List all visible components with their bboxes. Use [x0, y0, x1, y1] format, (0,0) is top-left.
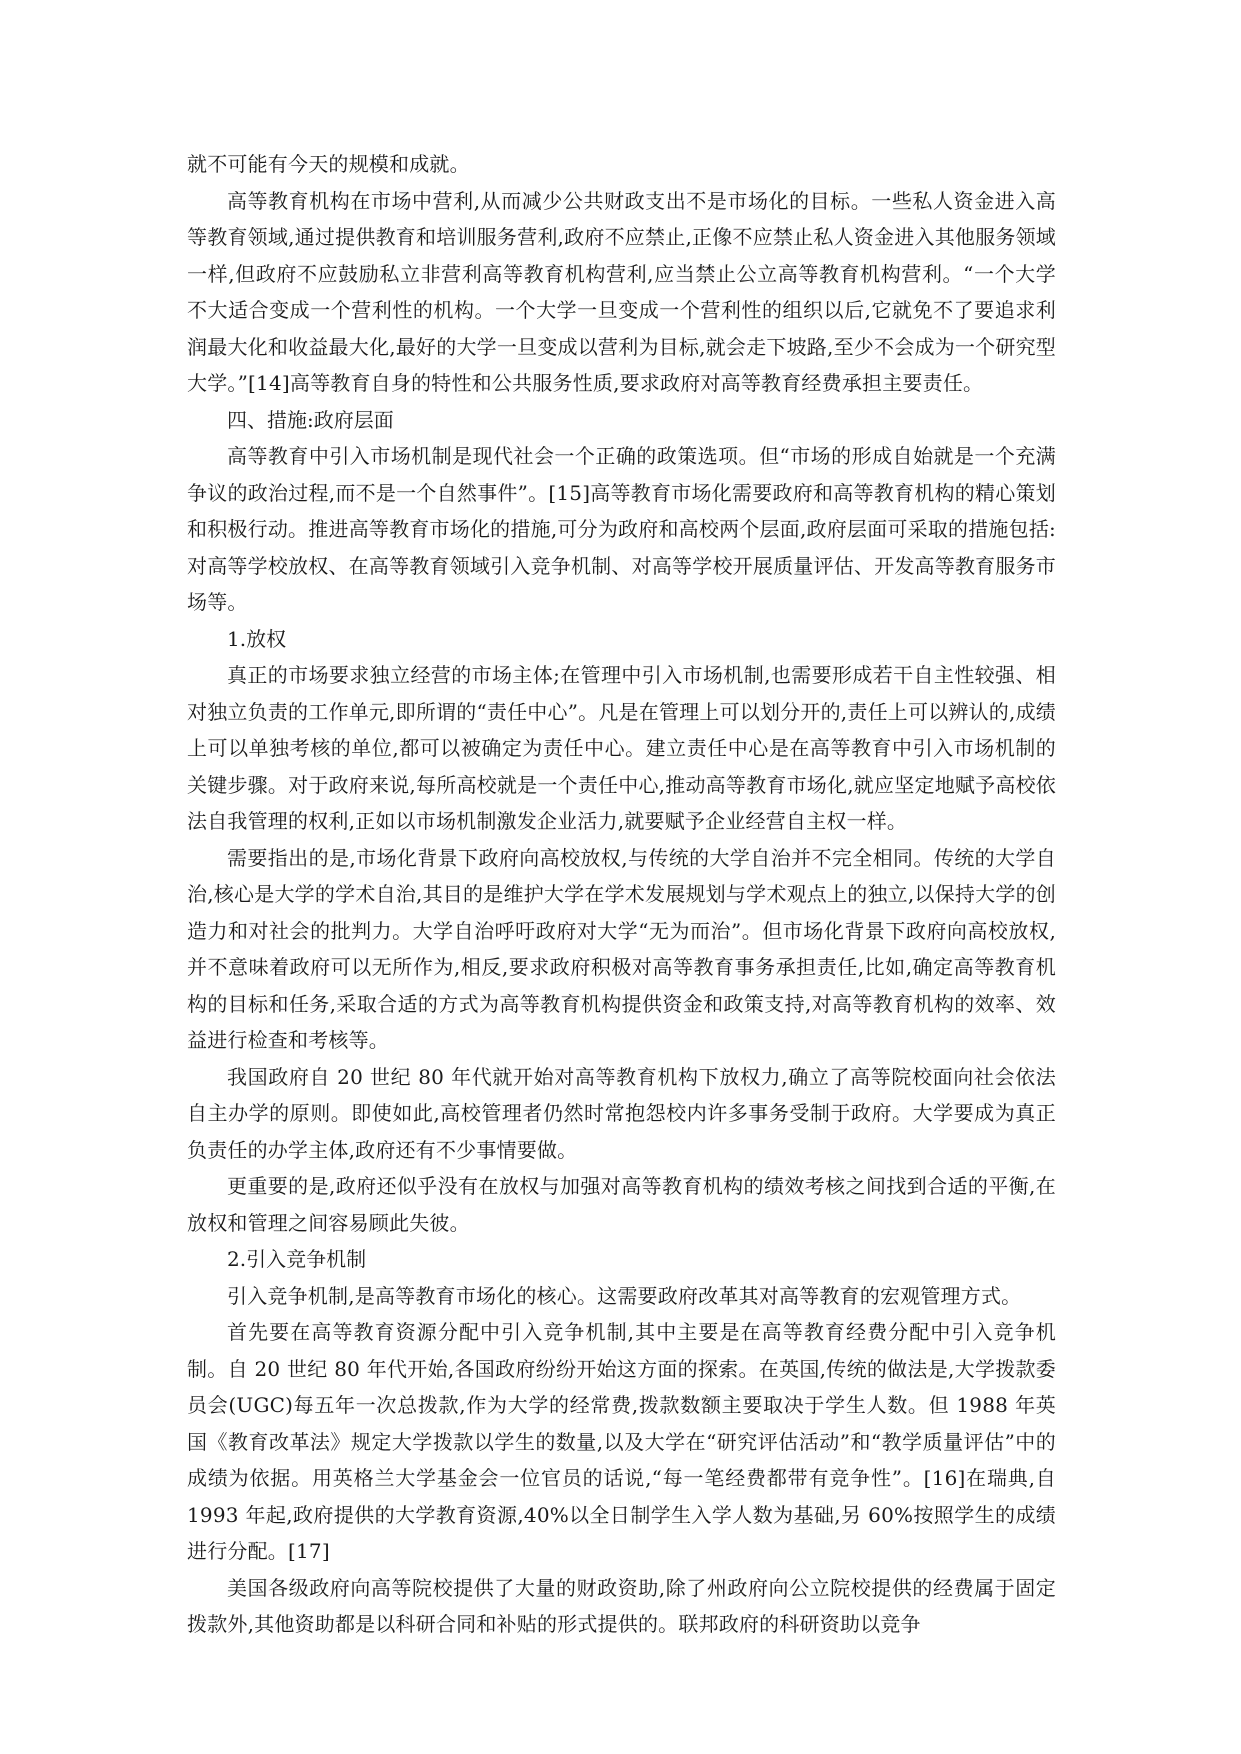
- paragraph: 美国各级政府向高等院校提供了大量的财政资助,除了州政府向公立院校提供的经费属于固定拨款外,其他资助都是以科研合同和补贴的形式提供的。联邦政府的科研资助以竞争: [187, 1575, 1056, 1636]
- paragraph: 真正的市场要求独立经营的市场主体;在管理中引入市场机制,也需要形成若干自主性较强、相对独立负责的工作单元,即所谓的“责任中心”。凡是在管理上可以划分开的,责任上可以辨认的,成绩上可以单独考核的单位,都可以被确定为责任中心。建立责任中心是在高等教育中引入市场机制的关键步骤。对于政府来说,每所高校就是一个责任中心,推动高等教育市场化,就应坚定地赋予高校依法自我管理的权利,正如以市场机制激发企业活力,就要赋予企业经营自主权一样。: [187, 663, 1056, 833]
- subsection-heading: 2.引入竞争机制: [227, 1247, 367, 1271]
- section-heading: 四、措施:政府层面: [227, 407, 394, 432]
- paragraph: 就不可能有今天的规模和成就。: [187, 152, 470, 176]
- paragraph: 首先要在高等教育资源分配中引入竞争机制,其中主要是在高等教育经费分配中引入竞争机制。自 20 世纪 80 年代开始,各国政府纷纷开始这方面的探索。在英国,传统的做法是,大学拨款委员会(UGC)每五年一次总拨款,作为大学的经常费,拨款数额主要取决于学生人数。但 1988 年英国《教育改革法》规定大学拨款以学生的数量,以及大学在“研究评估活动”和“教学质量评估”中的成绩为依据。用英格兰大学基金会一位官员的话说,“每一笔经费都带有竞争性”。[16]在瑞典,自 1993 年起,政府提供的大学教育资源,40%以全日制学生入学人数为基础,另 60%按照学生的成绩进行分配。[17]: [187, 1320, 1056, 1563]
- paragraph: 引入竞争机制,是高等教育市场化的核心。这需要政府改革其对高等教育的宏观管理方式。: [227, 1283, 1022, 1308]
- subsection-heading: 1.放权: [227, 626, 287, 651]
- paragraph: 需要指出的是,市场化背景下政府向高校放权,与传统的大学自治并不完全相同。传统的大学自治,核心是大学的学术自治,其目的是维护大学在学术发展规划与学术观点上的独立,以保持大学的创造力和对社会的批判力。大学自治呼吁政府对大学“无为而治”。但市场化背景下政府向高校放权,并不意味着政府可以无所作为,相反,要求政府积极对高等教育事务承担责任,比如,确定高等教育机构的目标和任务,采取合适的方式为高等教育机构提供资金和政策支持,对高等教育机构的效率、效益进行检查和考核等。: [187, 845, 1056, 1052]
- paragraph: 我国政府自 20 世纪 80 年代就开始对高等教育机构下放权力,确立了高等院校面向社会依法自主办学的原则。即使如此,高校管理者仍然时常抱怨校内许多事务受制于政府。大学要成为真正负责任的办学主体,政府还有不少事情要做。: [187, 1064, 1056, 1162]
- paragraph: 更重要的是,政府还似乎没有在放权与加强对高等教育机构的绩效考核之间找到合适的平衡,在放权和管理之间容易顾此失彼。: [187, 1174, 1056, 1235]
- paragraph: 高等教育机构在市场中营利,从而减少公共财政支出不是市场化的目标。一些私人资金进入高等教育领域,通过提供教育和培训服务营利,政府不应禁止,正像不应禁止私人资金进入其他服务领域一样,但政府不应鼓励私立非营利高等教育机构营利,应当禁止公立高等教育机构营利。“一个大学不大适合变成一个营利性的机构。一个大学一旦变成一个营利性的组织以后,它就免不了要追求利润最大化和收益最大化,最好的大学一旦变成以营利为目标,就会走下坡路,至少不会成为一个研究型大学。”[14]高等教育自身的特性和公共服务性质,要求政府对高等教育经费承担主要责任。: [187, 188, 1056, 395]
- paragraph: 高等教育中引入市场机制是现代社会一个正确的政策选项。但“市场的形成自始就是一个充满争议的政治过程,而不是一个自然事件”。[15]高等教育市场化需要政府和高等教育机构的精心策划和积极行动。推进高等教育市场化的措施,可分为政府和高校两个层面,政府层面可采取的措施包括:对高等学校放权、在高等教育领域引入竞争机制、对高等学校开展质量评估、开发高等教育服务市场等。: [187, 444, 1056, 614]
- document-page: [187, 146, 1056, 1643]
